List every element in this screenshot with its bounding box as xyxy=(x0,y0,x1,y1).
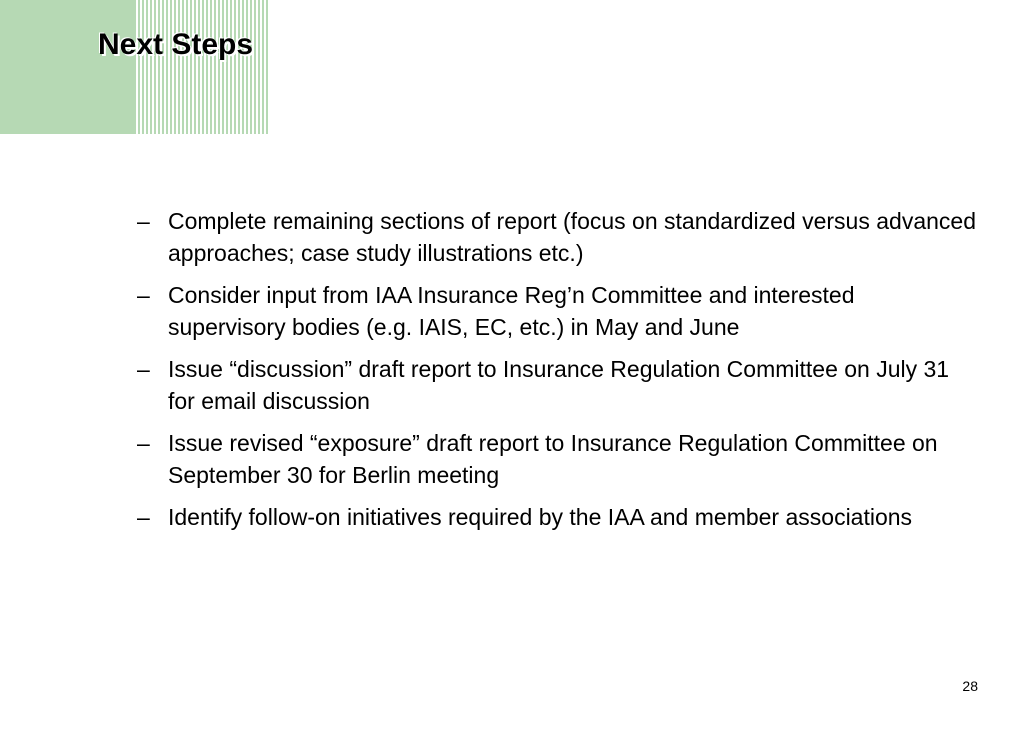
bullet-item xyxy=(137,427,977,491)
page-number: 28 xyxy=(962,678,978,694)
bullet-text: Issue “discussion” draft report to Insurance Regulation Committee on July 31 for email discussion xyxy=(168,356,950,414)
bullet-item xyxy=(137,501,977,533)
bullet-text: Identify follow-on initiatives required by the IAA and member associations xyxy=(168,504,913,530)
bullet-dash-icon: – xyxy=(137,356,150,382)
bullet-item xyxy=(137,279,977,343)
slide-title: Next Steps xyxy=(98,28,254,61)
bullet-dash-icon: – xyxy=(137,504,150,530)
bullet-text: Consider input from IAA Insurance Reg’n Committee and interested supervisory bodies (e.g. IAIS, EC, etc.) in May and June xyxy=(168,282,855,340)
bullet-dash-icon: – xyxy=(137,282,150,308)
decorative-striped-block xyxy=(134,0,270,134)
bullet-text: Complete remaining sections of report (focus on standardized versus advanced approaches; case study illustrations etc.) xyxy=(168,208,976,266)
bullet-list xyxy=(137,205,977,543)
bullet-item xyxy=(137,353,977,417)
decorative-green-block xyxy=(0,0,134,134)
bullet-dash-icon: – xyxy=(137,208,150,234)
bullet-text: Issue revised “exposure” draft report to Insurance Regulation Committee on September 30 for Berlin meeting xyxy=(168,430,938,488)
bullet-item xyxy=(137,205,977,269)
bullet-dash-icon: – xyxy=(137,430,150,456)
